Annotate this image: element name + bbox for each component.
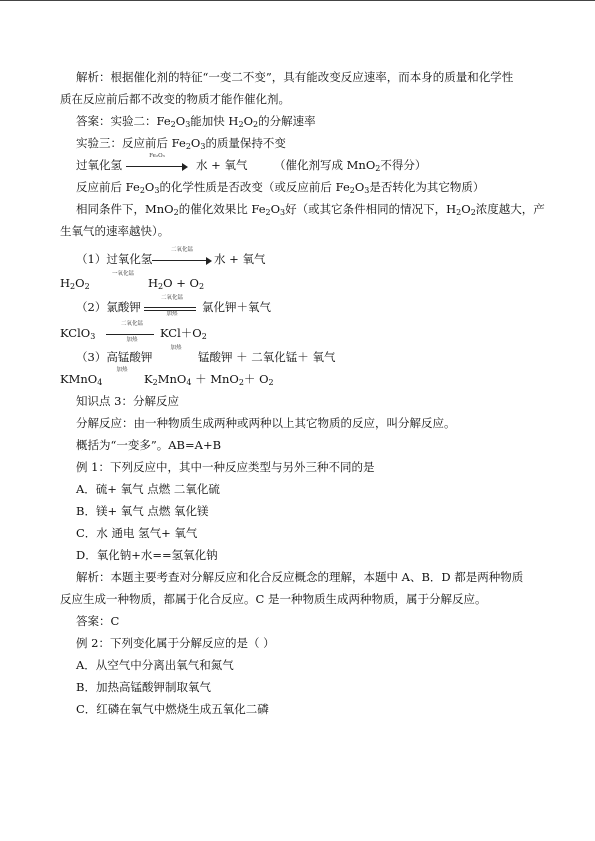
products-label: 水 + 氧气 xyxy=(196,158,248,172)
sub: 3 xyxy=(185,120,191,129)
formula-right-tail: O + O xyxy=(163,276,199,290)
document-body xyxy=(60,66,545,720)
sub: 2 xyxy=(349,186,355,195)
page-top-border xyxy=(0,0,595,1)
condition-label: 加热 xyxy=(116,367,128,373)
decomposition-definition: 分解反应：由一种物质生成两种或两种以上其它物质的反应，叫分解反应。 xyxy=(76,416,456,430)
sub: 4 xyxy=(97,378,103,387)
reaction-2-word xyxy=(60,296,540,322)
formula-right: K xyxy=(144,372,153,386)
sub: 2 xyxy=(198,282,205,291)
summary-line: 概括为“一变多”。AB=A+B xyxy=(76,438,222,452)
compare-line-2 xyxy=(60,220,540,242)
answer-line: 答案：实验二：$Fe_2O_3$能加快 $H_2O_2$的分解速率 xyxy=(76,114,316,129)
formula-right-end: ＋ O xyxy=(243,372,269,386)
formula-left: KClO xyxy=(60,326,91,340)
sub: 3 xyxy=(200,142,206,151)
sub: 3 xyxy=(90,332,96,341)
example-2-option-b: B．加热高锰酸钾制取氧气 xyxy=(76,680,211,694)
sub: 2 xyxy=(238,378,244,387)
reaction-arrow xyxy=(102,367,142,386)
reaction-arrow xyxy=(144,295,200,317)
reaction-arrow xyxy=(100,271,146,290)
chem-text-2: 的化学性质是否改变（或反应前后 Fe xyxy=(159,180,350,194)
reaction-arrow xyxy=(156,345,196,364)
reactant-label: 过氧化氢 xyxy=(76,158,122,172)
example-1-question: 例 1：下列反应中，其中一种反应类型与另外三种不同的是 xyxy=(76,460,375,474)
condition-below-label: 加热 xyxy=(166,311,178,317)
sub: 3 xyxy=(280,208,286,217)
sub: 2 xyxy=(265,208,271,217)
analysis-line-1: 解析：根据催化剂的特征“一变二不变”，具有能改变反应速率，而本身的质量和化学性 xyxy=(76,70,514,84)
example-2-option-c: C．红磷在氧气中燃烧生成五氧化二磷 xyxy=(76,702,269,716)
reaction-1-formula: $H_2O_2$ 一氧化锰 $H_2O + O_2$ xyxy=(60,271,205,291)
sub: 2 xyxy=(152,378,158,387)
knowledge-point-3: 知识点 3：分解反应 xyxy=(76,394,179,408)
formula-right: H xyxy=(148,276,159,290)
formula-right-mid: MnO xyxy=(157,372,187,386)
reaction-label: （1）过氧化氢 xyxy=(76,252,153,266)
reaction-label: （3）高锰酸钾 xyxy=(76,350,153,364)
reaction-arrow xyxy=(106,321,158,343)
example-1-option-a: A．硫+ 氧气 点燃 二氧化硫 xyxy=(76,482,220,496)
exp3-text: 实验三：反应前后 Fe xyxy=(76,136,186,150)
sub: 2 xyxy=(139,186,145,195)
reaction-2-formula xyxy=(60,322,540,346)
condition-label: 二氧化锰 xyxy=(170,247,193,253)
answer-text-2: 能加快 H xyxy=(190,114,239,128)
sub: 2 xyxy=(170,120,176,129)
compare-text-3: 好（或其它条件相同的情况下，H xyxy=(285,202,457,216)
example-1-analysis-1: 解析：本题主要考查对分解反应和化合反应概念的理解，本题中 A、B．D 都是两种物质 xyxy=(76,570,524,584)
reaction-3-word xyxy=(60,346,540,368)
word-equation-h2o2 xyxy=(60,154,540,176)
sub: 2 xyxy=(70,282,76,291)
note-text: （催化剂写成 MnO xyxy=(274,158,376,172)
condition-below-label: 加热 xyxy=(126,337,138,343)
sub: 2 xyxy=(375,164,381,173)
answer-text: 答案：实验二：Fe xyxy=(76,114,171,128)
example-1-option-c: C．水 通电 氢气+ 氧气 xyxy=(76,526,198,540)
example-2-option-a: A．从空气中分离出氧气和氮气 xyxy=(76,658,234,672)
products-label: 水 + 氧气 xyxy=(214,252,266,266)
sub: 4 xyxy=(186,378,192,387)
exp3-text-2: 的质量保持不变 xyxy=(205,136,286,150)
example-1-option-b: B．镁+ 氧气 点燃 氧化镁 xyxy=(76,504,209,518)
sub: 2 xyxy=(238,120,244,129)
formula-left: KMnO xyxy=(60,372,98,386)
compare-text-1: 相同条件下，MnO xyxy=(76,202,174,216)
experiment-3-line: 实验三：反应前后 $Fe_2O_3$的质量保持不变 xyxy=(76,136,286,151)
reaction-1-word xyxy=(60,248,540,272)
formula-right-tail: ＋ MnO xyxy=(195,372,239,386)
formula-right: KCl＋O xyxy=(160,326,202,340)
condition-label: 二氧化锰 xyxy=(160,295,183,301)
products-label: 锰酸钾 ＋ 二氧化锰＋ 氧气 xyxy=(198,350,336,364)
reaction-arrow xyxy=(126,153,188,172)
sub: 2 xyxy=(470,208,476,217)
answer-text-3: 的分解速率 xyxy=(258,114,316,128)
example-1-analysis-2: 反应生成一种物质，都属于化合反应。C 是一种物质生成两种物质，属于分解反应。 xyxy=(60,592,487,606)
compare-text-5: 生氧气的速率越快）。 xyxy=(60,224,170,238)
condition-label: 加热 xyxy=(170,345,182,351)
compare-text-4: 浓度越大，产 xyxy=(475,202,545,216)
example-1-option-d: D．氧化钠+水==氢氧化钠 xyxy=(76,548,218,562)
reaction-label: （2）氯酸钾 xyxy=(76,300,141,314)
products-label: 氯化钾＋氧气 xyxy=(202,300,271,314)
chem-property-line: 反应前后 $Fe_2O_3$的化学性质是否改变（或反应前后 $Fe_2O_3$是否转化为其它物质） xyxy=(76,180,485,195)
sub: 3 xyxy=(154,186,160,195)
catalyst-label: Fe₂O₃ xyxy=(149,153,165,159)
sub: 2 xyxy=(201,332,207,341)
example-2-question: 例 2：下列变化属于分解反应的是（ ） xyxy=(76,636,275,650)
reaction-arrow xyxy=(152,247,212,266)
formula-left: H xyxy=(60,276,71,290)
compare-line-1: 相同条件下，MnO$_2$的催化效果比 $Fe_2O_3$好（或其它条件相同的情况下，$H_2O_2$浓度越大，产 xyxy=(76,202,545,217)
sub: 2 xyxy=(268,378,274,387)
sub: 2 xyxy=(456,208,462,217)
reaction-3-formula xyxy=(60,368,540,390)
analysis-line-2: 质在反应前后都不改变的物质才能作催化剂。 xyxy=(60,92,290,106)
chem-text-1: 反应前后 Fe xyxy=(76,180,140,194)
sub: 2 xyxy=(173,208,179,217)
compare-text-2: 的催化效果比 Fe xyxy=(178,202,266,216)
sub: 3 xyxy=(364,186,370,195)
condition-label: 二氧化锰 xyxy=(120,321,143,327)
sub: 2 xyxy=(253,120,259,129)
sub: 2 xyxy=(158,282,164,291)
note-tail: 不得分） xyxy=(380,158,427,172)
analysis-paragraph xyxy=(60,66,540,110)
sub: 2 xyxy=(84,282,90,291)
condition-label: 一氧化锰 xyxy=(111,271,134,277)
sub: 2 xyxy=(185,142,191,151)
chem-text-3: 是否转化为其它物质） xyxy=(369,180,485,194)
example-1-answer: 答案：C xyxy=(76,614,120,628)
